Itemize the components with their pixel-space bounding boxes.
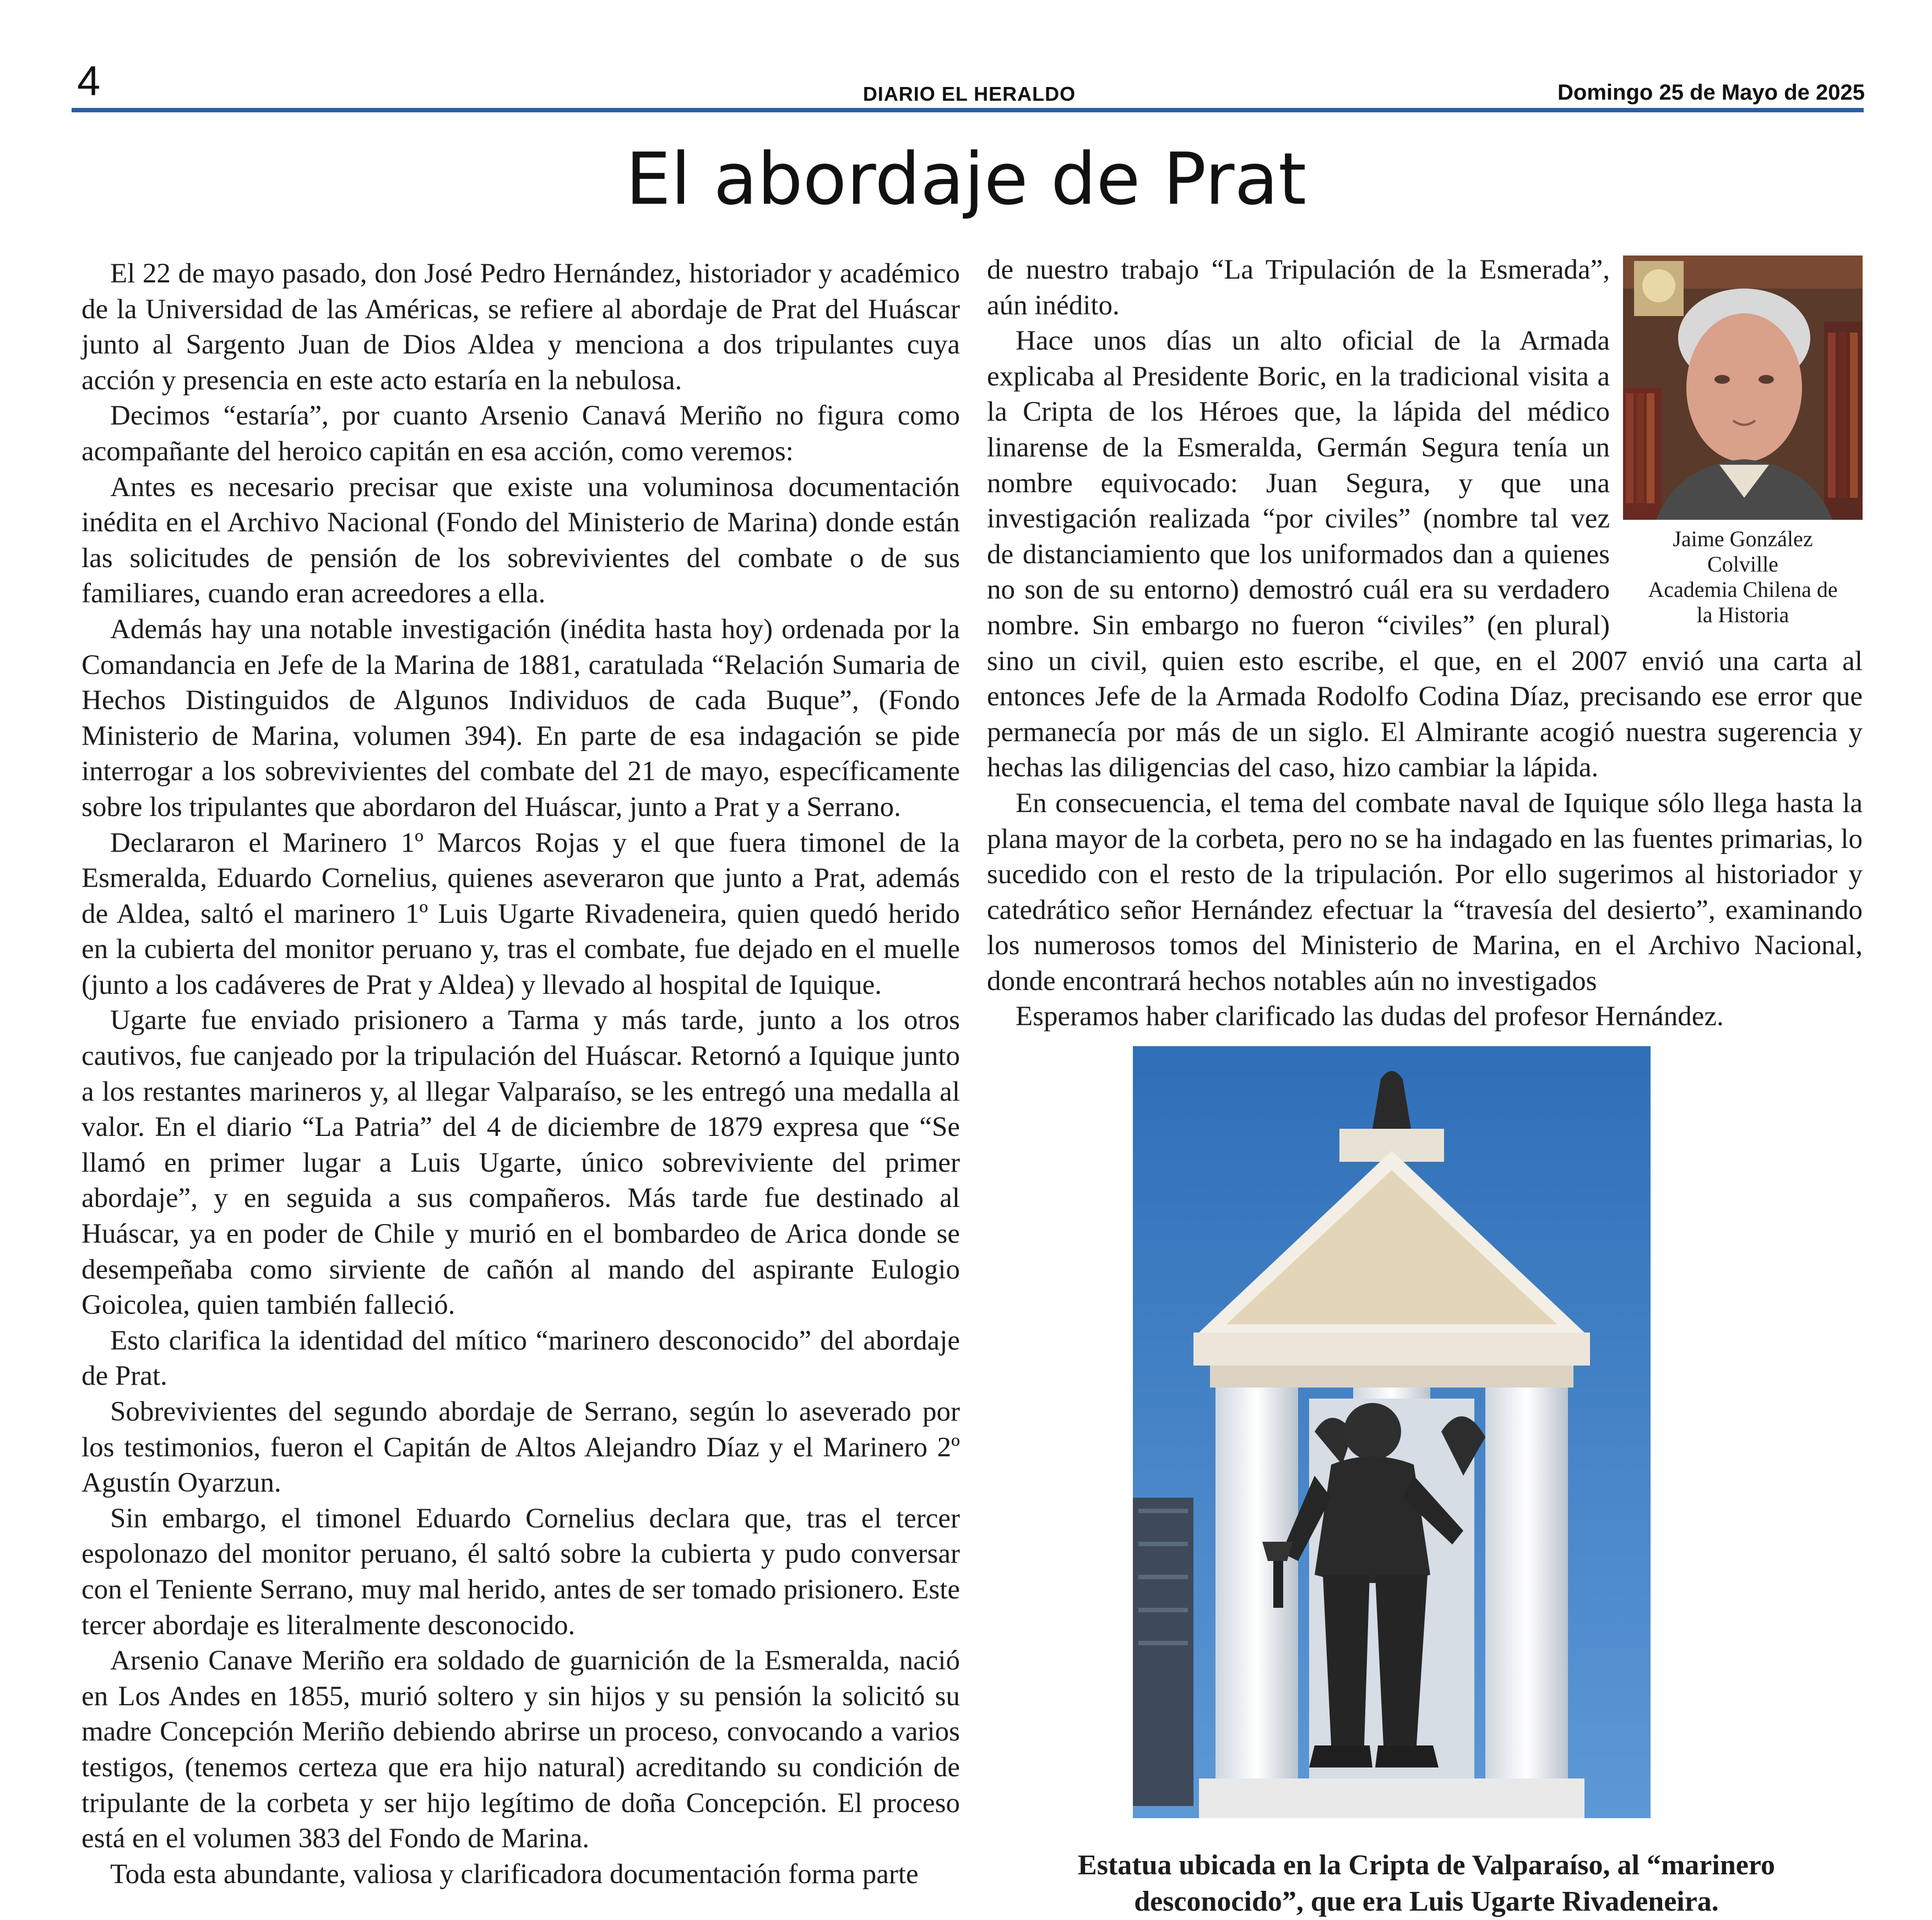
author-name: Colville (1707, 552, 1778, 576)
paragraph: Hace unos días un alto oficial de la Armada explicaba al Presidente Boric, en la tradicional visita a la Cripta de los Héroes que, la lápida del médico linarense de la Esmeralda, Germán Segura tenía un nombre equivocado: Juan Segura, y que una investigación realizada “por civiles” (nombre tal vez de distanciamiento que los uniformados dan a quienes no son de su entorno) demostró cuál era su verdadero nombre. Sin embargo no fueron “civiles” (en plural) sino un civil, quien esto escribe, el que, en el 2007 envió una carta al entonces Jefe de la Armada Rodolfo Codina Díaz, precisando ese error que permanecía por más de un siglo. El Almirante acogió nuestra sugerencia y hechas las diligencias del caso, hizo cambiar la lápida. (987, 325, 1863, 784)
issue-date: Domingo 25 de Mayo de 2025 (1557, 80, 1865, 105)
monument-photo (1133, 1046, 1651, 1818)
paragraph: Toda esta abundante, valiosa y clarificadora documentación forma parte (110, 1858, 919, 1890)
paragraph: Esperamos haber clarificado las dudas del profesor Hernández. (1016, 1001, 1724, 1032)
author-affiliation: Academia Chilena de (1648, 577, 1838, 602)
author-box (1623, 255, 1863, 628)
paragraph: Arsenio Canave Meriño era soldado de guarnición de la Esmeralda, nació en Los Andes en 1855, murió soltero y sin hijos y su pensión la solicitó su madre Concepción Meriño debiendo abrirse un proceso, convocando a varios testigos, (tenemos certeza que era hijo natural) acreditando su condición de tripulante de la corbeta y ser hijo legítimo de doña Concepción. El proceso está en el volumen 383 del Fondo de Marina. (82, 1645, 960, 1854)
author-affiliation: la Historia (1696, 602, 1789, 627)
paragraph: Sobrevivientes del segundo abordaje de Serrano, según lo aseverado por los testimonios, fueron el Capitán de Altos Alejandro Díaz y el Marinero 2º Agustín Oyarzun. (82, 1396, 960, 1499)
masthead: DIARIO EL HERALDO (862, 83, 1076, 105)
article-column-left (82, 256, 960, 1892)
article-column-right (987, 252, 1863, 1035)
author-name: Jaime González (1673, 526, 1813, 551)
paragraph: Decimos “estaría”, por cuanto Arsenio Canavá Meriño no figura como acompañante del heroico capitán en esa acción, como veremos: (82, 400, 960, 467)
paragraph: Ugarte fue enviado prisionero a Tarma y más tarde, junto a los otros cautivos, fue canjeado por la tripulación del Huáscar. Retornó a Iquique junto a los restantes marineros y, al llegar Valparaíso, se les entregó una medalla al valor. En el diario “La Patria” del 4 de diciembre de 1879 expresa que “Se llamó en primer lugar a Luis Ugarte, único sobreviviente del primer abordaje”, y en seguida a sus compañeros. Más tarde fue destinado al Huáscar, ya en poder de Chile y murió en el bombardeo de Arica donde se desempeñaba como sirviente de cañón al mando del aspirante Eulogio Goicolea, quien también falleció. (82, 1005, 960, 1321)
author-caption (1623, 526, 1863, 628)
paragraph: El 22 de mayo pasado, don José Pedro Hernández, historiador y académico de la Universidad de las Américas, se refiere al abordaje de Prat del Huáscar junto al Sargento Juan de Dios Aldea y menciona a dos tripulantes cuya acción y presencia en este acto estaría en la nebulosa. (82, 258, 960, 396)
header-rule (72, 108, 1864, 112)
paragraph: Declararon el Marinero 1º Marcos Rojas y el que fuera timonel de la Esmeralda, Eduardo Cornelius, quienes aseveraron que junto a Prat, además de Aldea, saltó el marinero 1º Luis Ugarte Rivadeneira, quien quedó herido en la cubierta del monitor peruano y, tras el combate, fue dejado en el muelle (junto a los cadáveres de Prat y Aldea) y llevado al hospital de Iquique. (82, 827, 960, 1000)
paragraph: Sin embargo, el timonel Eduardo Cornelius declara que, tras el tercer espolonazo del monitor peruano, él saltó sobre la cubierta y pudo conversar con el Teniente Serrano, muy mal herido, antes de ser tomado prisionero. Este tercer abordaje es literalmente desconocido. (82, 1503, 960, 1641)
paragraph: Además hay una notable investigación (inédita hasta hoy) ordenada por la Comandancia en Jefe de la Marina de 1881, caratulada “Relación Sumaria de Hechos Distinguidos de Algunos Individuos de cada Buque”, (Fondo Ministerio de Marina, volumen 394). En parte de esa indagación se pide interrogar a los sobrevivientes del combate del 21 de mayo, específicamente sobre los tripulantes que abordaron del Huáscar, junto a Prat y a Serrano. (82, 613, 960, 823)
paragraph: Esto clarifica la identidad del mítico “marinero desconocido” del abordaje de Prat. (82, 1325, 960, 1392)
paragraph: Antes es necesario precisar que existe una voluminosa documentación inédita en el Archivo Nacional (Fondo del Ministerio de Marina) donde están las solicitudes de pensión de los sobrevivientes del combate o de sus familiares, cuando eran acreedores a ella. (82, 471, 960, 610)
paragraph-continuation: de nuestro trabajo “La Tripulación de la Esmerada”, aún inédito. (987, 254, 1610, 321)
author-portrait (1623, 255, 1863, 520)
paragraph: En consecuencia, el tema del combate naval de Iquique sólo llega hasta la plana mayor de la corbeta, pero no se ha indagado en las fuentes primarias, lo sucedido con el resto de la tripulación. Por ello sugerimos al historiador y catedrático señor Hernández efectuar la “travesía del desierto”, examinando los numerosos tomos del Ministerio de Marina, en el Archivo Nacional, donde encontrará hechos notables aún no investigados (987, 787, 1863, 997)
page-number: 4 (77, 58, 101, 105)
monument-illustration (1133, 1046, 1651, 1818)
photo-caption: Estatua ubicada en la Cripta de Valparaíso, al “marinero desconocido”, que era Luis Ugarte Rivadeneira. (1078, 1850, 1775, 1917)
headline: El abordaje de Prat (625, 137, 1307, 221)
